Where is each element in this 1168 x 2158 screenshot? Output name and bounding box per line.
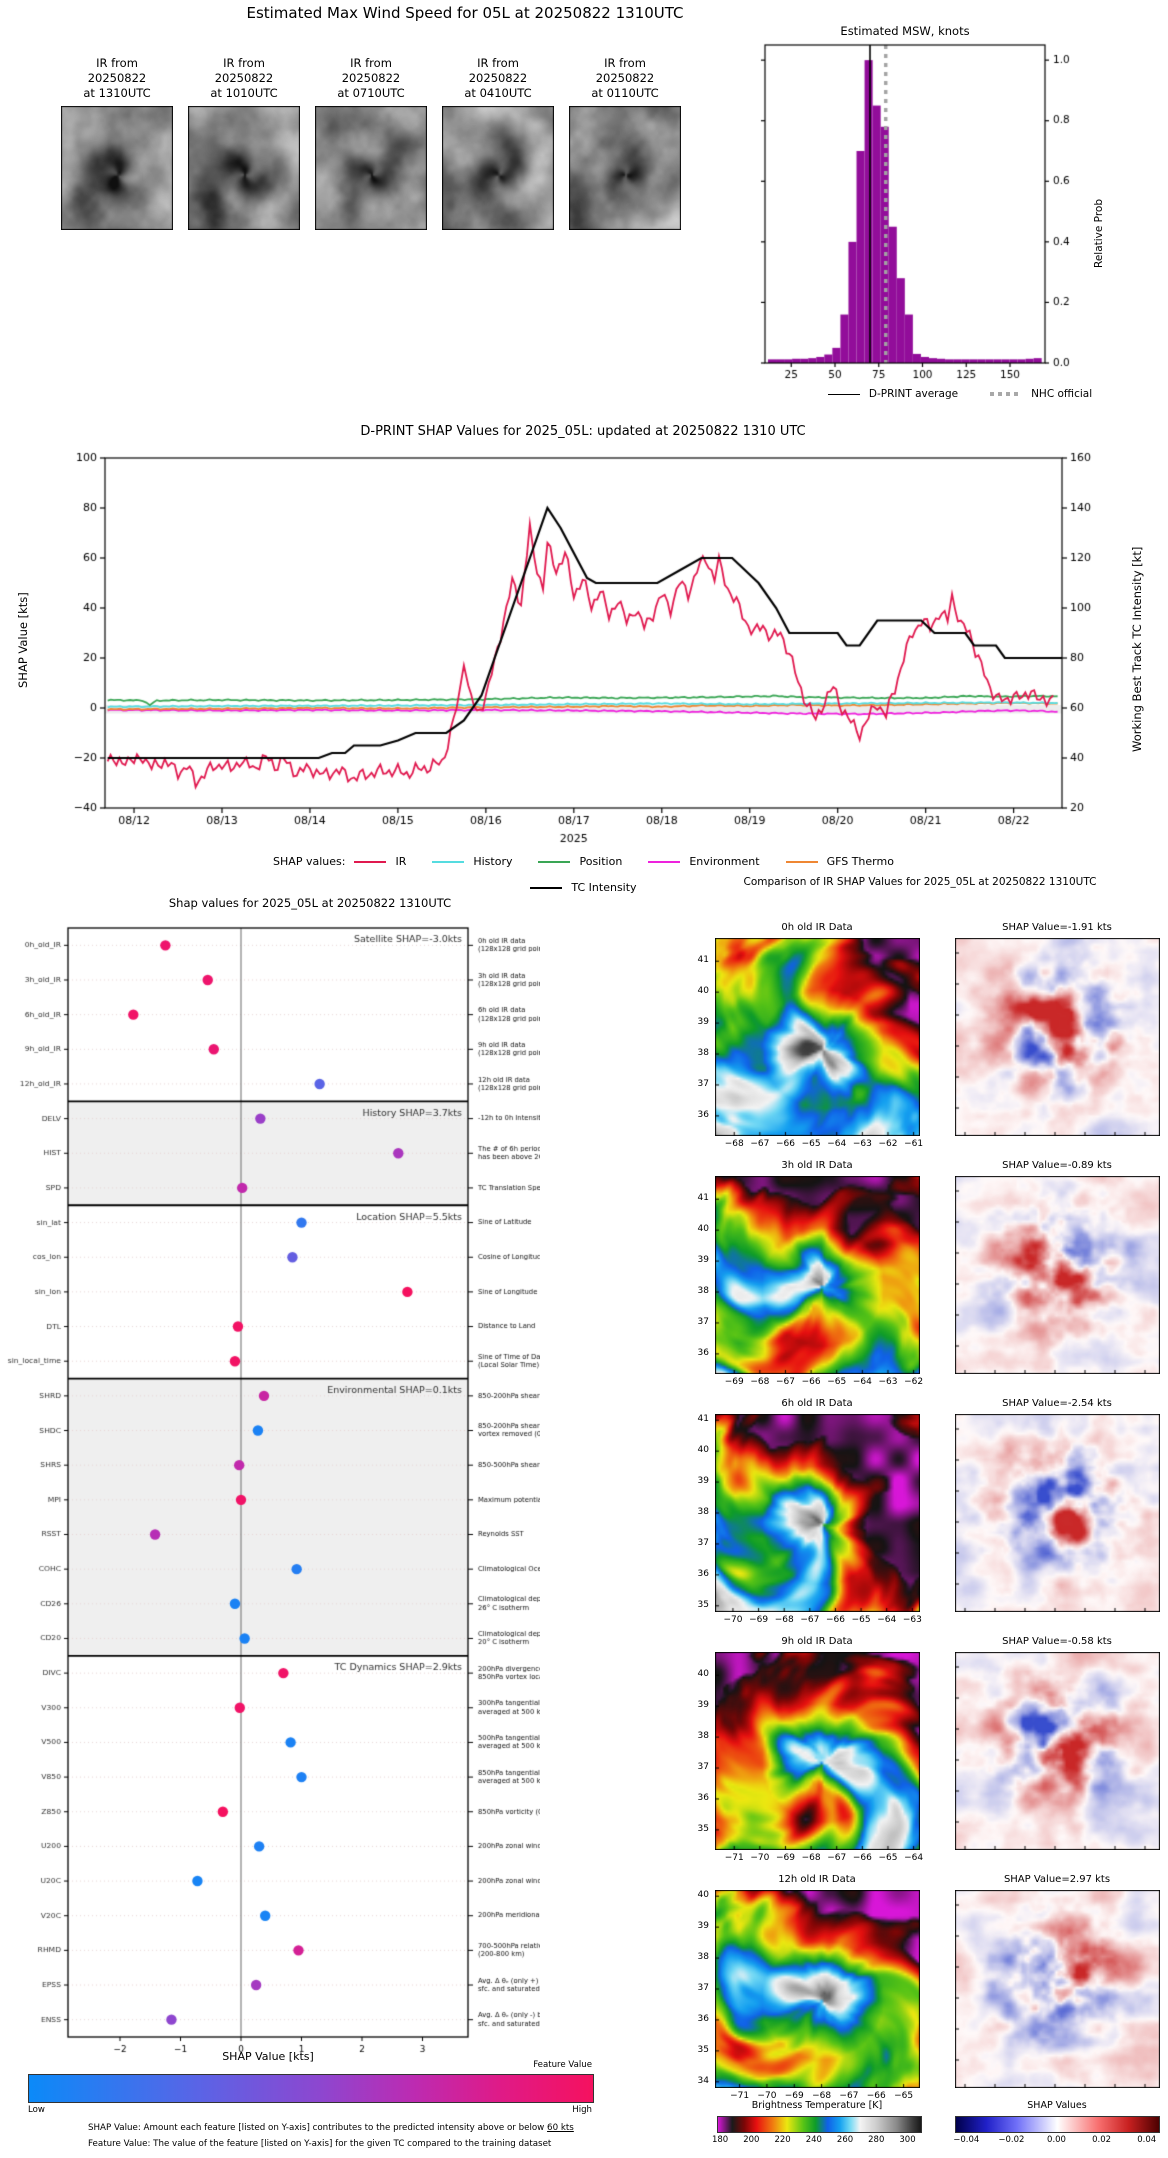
shap-map-title: SHAP Value=-1.91 kts <box>1002 922 1112 933</box>
feature-value-low-label: Low <box>28 2105 45 2115</box>
shap-colorbar-title: SHAP Values <box>1027 2100 1087 2111</box>
lat-tick-label: 35 <box>697 2044 709 2055</box>
lon-tick-label: −70 <box>750 1853 770 1863</box>
lat-tick-label: 37 <box>697 1983 709 1993</box>
lon-tick-label: −67 <box>827 1853 847 1863</box>
lat-tick-label: 41 <box>697 1414 709 1425</box>
dprint-average-label: D-PRINT average <box>868 388 959 400</box>
histogram-legend <box>740 388 1168 400</box>
timeseries-ylabel-left: SHAP Value [kts] <box>16 592 30 688</box>
bt-colorbar-tick: 280 <box>868 2135 885 2145</box>
lon-tick-label: −70 <box>757 2091 777 2101</box>
ir-thumbnail-0110utc <box>569 106 681 230</box>
shap-map-title: SHAP Value=2.97 kts <box>1003 1874 1111 1885</box>
ir-thumbnail-label: IR from <box>604 56 646 70</box>
page-title: Estimated Max Wind Speed for 05L at 20250822 1310UTC <box>246 4 684 22</box>
lon-tick-label: −65 <box>827 1377 847 1387</box>
ir-thumbnail-1010utc <box>188 106 300 230</box>
lon-tick-label: −67 <box>839 2091 859 2101</box>
bt-colorbar-title: Brightness Temperature [K] <box>751 2100 883 2111</box>
lon-tick-label: −67 <box>750 1139 770 1149</box>
feature-value-colorbar-title: Feature Value <box>533 2060 592 2070</box>
legend-gfs-thermo: GFS Thermo <box>826 855 894 868</box>
lat-tick-label: 35 <box>697 1823 709 1834</box>
ir-thumbnail-label: IR from <box>350 56 392 70</box>
lon-tick-label: −64 <box>852 1377 872 1387</box>
lon-tick-label: −68 <box>801 1853 821 1863</box>
shap-heatmap-6h <box>955 1414 1160 1612</box>
lon-tick-label: −64 <box>827 1139 847 1149</box>
ir-map-12h <box>715 1890 920 2088</box>
ir-thumbnail-1310utc <box>61 106 173 230</box>
lat-tick-label: 39 <box>697 1255 709 1266</box>
shap-dotplot-canvas <box>0 916 540 2072</box>
legend-position: Position <box>579 855 623 868</box>
lon-tick-label: −71 <box>724 1853 744 1863</box>
lon-tick-label: −62 <box>904 1377 924 1387</box>
lat-tick-label: 38 <box>697 1952 709 1963</box>
ir-thumbnail-label: IR from <box>477 56 519 70</box>
shap-map-title: SHAP Value=-2.54 kts <box>1002 1398 1112 1409</box>
lon-tick-label: −69 <box>749 1615 769 1625</box>
lon-tick-label: −64 <box>877 1615 897 1625</box>
dotplot-xlabel: SHAP Value [kts] <box>222 2050 314 2063</box>
shap-heatmap-12h <box>955 1890 1160 2088</box>
lat-tick-label: 38 <box>697 1048 709 1059</box>
ir-thumbnail-label: at 0710UTC <box>337 86 405 100</box>
feature-value-colorbar <box>28 2074 594 2103</box>
lon-tick-label: −66 <box>775 1139 795 1149</box>
ir-thumbnail-label: IR from <box>96 56 138 70</box>
lat-tick-label: 37 <box>697 1537 709 1548</box>
lon-tick-label: −66 <box>866 2091 886 2101</box>
shap-heatmap-0h <box>955 938 1160 1136</box>
ir-thumbnail-label: IR from <box>223 56 265 70</box>
ir-thumbnail-label: at 0110UTC <box>591 86 659 100</box>
lon-tick-label: −63 <box>878 1377 898 1387</box>
lat-tick-label: 38 <box>697 1286 709 1297</box>
lon-tick-label: −68 <box>774 1615 794 1625</box>
lon-tick-label: −68 <box>724 1139 744 1149</box>
bt-colorbar-tick: 200 <box>743 2135 760 2145</box>
lat-tick-label: 36 <box>697 1109 709 1120</box>
legend-environment: Environment <box>689 855 760 868</box>
ir-map-title: 6h old IR Data <box>781 1398 853 1409</box>
lon-tick-label: −65 <box>894 2091 914 2101</box>
lat-tick-label: 39 <box>697 1017 709 1028</box>
lat-tick-label: 40 <box>697 1445 709 1456</box>
lon-tick-label: −67 <box>800 1615 820 1625</box>
ir-map-9h <box>715 1652 920 1850</box>
ir-map-title: 3h old IR Data <box>781 1160 853 1171</box>
lat-tick-label: 36 <box>697 1568 709 1579</box>
legend-history: History <box>473 855 513 868</box>
bt-colorbar-tick: 240 <box>805 2135 822 2145</box>
environment-line-swatch <box>648 861 680 863</box>
shap-colorbar-tick: 0.02 <box>1092 2135 1112 2145</box>
legend-tc-intensity: TC Intensity <box>571 881 637 894</box>
shap-colorbar-tick: −0.04 <box>953 2135 980 2145</box>
legend-ir: IR <box>395 855 407 868</box>
lon-tick-label: −66 <box>852 1853 872 1863</box>
ir-map-title: 9h old IR Data <box>781 1636 853 1647</box>
lon-tick-label: −66 <box>825 1615 845 1625</box>
lon-tick-label: −64 <box>904 1853 924 1863</box>
ir-thumbnail-label: at 1010UTC <box>210 86 278 100</box>
lat-tick-label: 36 <box>697 1347 709 1358</box>
ir-thumbnail-0410utc <box>442 106 554 230</box>
ir-thumbnail-label: 20250822 <box>214 71 274 85</box>
lon-tick-label: −65 <box>801 1139 821 1149</box>
shap-colorbar-tick: −0.02 <box>998 2135 1025 2145</box>
ir-thumbnail-label: 20250822 <box>468 71 528 85</box>
dprint-average-line-swatch <box>828 394 860 395</box>
lat-tick-label: 37 <box>697 1316 709 1327</box>
lat-tick-label: 36 <box>697 1792 709 1803</box>
lat-tick-label: 40 <box>697 1669 709 1680</box>
footnote-shap <box>88 2123 574 2133</box>
nhc-official-label: NHC official <box>1031 388 1093 400</box>
lon-tick-label: −68 <box>750 1377 770 1387</box>
timeseries-title: D-PRINT SHAP Values for 2025_05L: updated at 20250822 1310 UTC <box>360 424 806 439</box>
lon-tick-label: −69 <box>724 1377 744 1387</box>
ir-thumbnail-label: at 0410UTC <box>464 86 532 100</box>
nhc-official-line-swatch <box>990 392 1022 396</box>
lon-tick-label: −63 <box>852 1139 872 1149</box>
lat-tick-label: 38 <box>697 1731 709 1742</box>
lat-tick-label: 39 <box>697 1476 709 1487</box>
lon-tick-label: −69 <box>784 2091 804 2101</box>
comparison-title: Comparison of IR SHAP Values for 2025_05L at 20250822 1310UTC <box>743 876 1097 888</box>
lon-tick-label: −62 <box>878 1139 898 1149</box>
lon-tick-label: −63 <box>902 1615 922 1625</box>
lat-tick-label: 40 <box>697 1890 709 1901</box>
shap-colorbar-tick: 0.04 <box>1137 2135 1157 2145</box>
bt-colorbar-tick: 260 <box>836 2135 854 2145</box>
bt-colorbar-tick: 220 <box>774 2135 791 2145</box>
lat-tick-label: 39 <box>697 1921 709 1932</box>
bt-colorbar <box>717 2116 922 2133</box>
shap-heatmap-9h <box>955 1652 1160 1850</box>
position-line-swatch <box>538 861 570 863</box>
shap-map-title: SHAP Value=-0.89 kts <box>1002 1160 1112 1171</box>
dotplot-title: Shap values for 2025_05L at 20250822 1310UTC <box>168 896 452 910</box>
ir-line-swatch <box>354 861 386 863</box>
shap-timeseries-canvas <box>60 446 1108 858</box>
shap-colorbar <box>955 2116 1160 2133</box>
lat-tick-label: 35 <box>697 1599 709 1610</box>
history-line-swatch <box>432 861 464 863</box>
ir-map-0h <box>715 938 920 1136</box>
lat-tick-label: 34 <box>697 2075 709 2086</box>
lon-tick-label: −66 <box>801 1377 821 1387</box>
lon-tick-label: −71 <box>730 2091 750 2101</box>
footnote-shap-text: SHAP Value: Amount each feature [listed on Y-axis] contributes to the predicted intensity above or below <box>88 2123 548 2133</box>
ir-map-title: 0h old IR Data <box>781 922 853 933</box>
lon-tick-label: −65 <box>878 1853 898 1863</box>
lon-tick-label: −67 <box>775 1377 795 1387</box>
ir-map-6h <box>715 1414 920 1612</box>
timeseries-legend-row1 <box>105 855 1062 868</box>
lat-tick-label: 40 <box>697 986 709 997</box>
footnote-feature-value: Feature Value: The value of the feature [listed on Y-axis] for the given TC compared to the training dataset <box>88 2139 552 2149</box>
lat-tick-label: 39 <box>697 1700 709 1711</box>
lat-tick-label: 38 <box>697 1507 709 1517</box>
histogram-title: Estimated MSW, knots <box>840 24 970 38</box>
lat-tick-label: 37 <box>697 1078 709 1089</box>
timeseries-ylabel-right: Working Best Track TC Intensity [kt] <box>1130 546 1144 752</box>
footnote-shap-underline: 60 kts <box>547 2123 574 2133</box>
ir-thumbnail-0710utc <box>315 106 427 230</box>
lon-tick-label: −61 <box>904 1139 924 1149</box>
lon-tick-label: −69 <box>775 1853 795 1863</box>
lat-tick-label: 41 <box>697 955 709 966</box>
shap-colorbar-tick: 0.00 <box>1047 2135 1066 2145</box>
lon-tick-label: −65 <box>851 1615 871 1625</box>
shap-map-title: SHAP Value=-0.58 kts <box>1002 1636 1112 1647</box>
tc-intensity-line-swatch <box>530 887 562 889</box>
ir-thumbnail-label: at 1310UTC <box>83 86 151 100</box>
lat-tick-label: 36 <box>697 2013 709 2024</box>
lat-tick-label: 40 <box>697 1224 709 1235</box>
lon-tick-label: −68 <box>812 2091 832 2101</box>
ir-thumbnail-label: 20250822 <box>87 71 147 85</box>
feature-value-high-label: High <box>572 2105 592 2115</box>
gfs-thermo-line-swatch <box>786 861 818 863</box>
lat-tick-label: 37 <box>697 1762 709 1773</box>
legend-prefix: SHAP values: <box>273 855 346 868</box>
ir-map-title: 12h old IR Data <box>778 1874 856 1885</box>
lon-tick-label: −70 <box>723 1615 743 1625</box>
histogram-ylabel: Relative Prob <box>1093 198 1105 268</box>
bt-colorbar-tick: 300 <box>899 2135 916 2145</box>
shap-heatmap-3h <box>955 1176 1160 1374</box>
ir-map-3h <box>715 1176 920 1374</box>
ir-thumbnail-label: 20250822 <box>595 71 655 85</box>
ir-thumbnail-label: 20250822 <box>341 71 401 85</box>
bt-colorbar-tick: 180 <box>711 2135 729 2145</box>
lat-tick-label: 41 <box>697 1193 709 1204</box>
